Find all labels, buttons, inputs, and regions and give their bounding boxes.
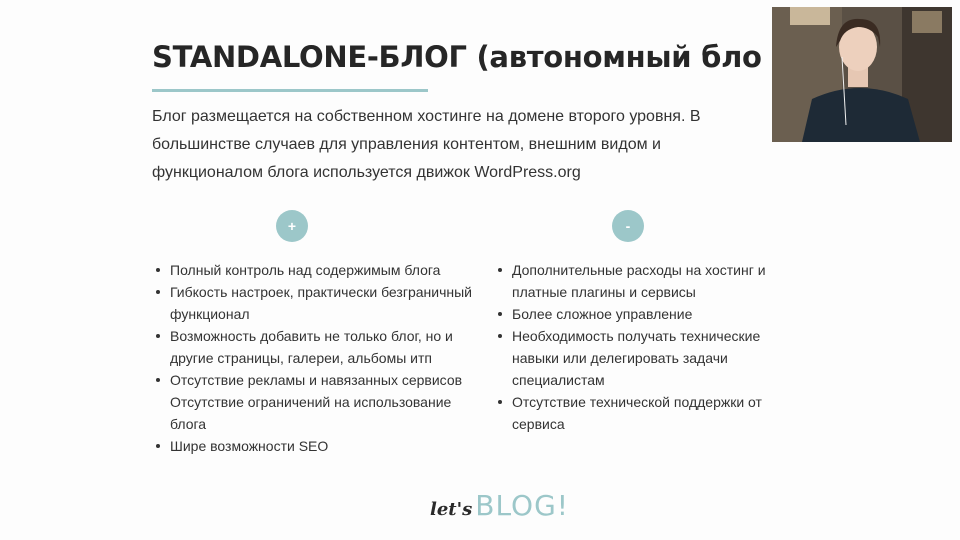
slide-title: STANDALONE-БЛОГ (автономный бло <box>152 40 762 74</box>
pros-item: Полный контроль над содержимым блога <box>152 259 472 281</box>
pros-item: Отсутствие ограничений на использование блога <box>170 394 452 432</box>
cons-item: Дополнительные расходы на хостинг и платные плагины и сервисы <box>494 259 804 303</box>
cons-item: Отсутствие технической поддержки от сервиса <box>494 391 804 435</box>
pros-list <box>152 259 472 457</box>
pros-item: Возможность добавить не только блог, но и другие страницы, галереи, альбомы итп <box>152 325 472 369</box>
cons-badge: - <box>612 210 644 242</box>
cons-list <box>494 259 804 435</box>
lets-blog-logo <box>430 489 569 525</box>
pros-item: Шире возможности SEO <box>152 435 472 457</box>
presenter-video-image <box>772 7 952 142</box>
pros-item: Гибкость настроек, практически безграничный функционал <box>152 281 472 325</box>
pros-badge: + <box>276 210 308 242</box>
slide-intro-text: Блог размещается на собственном хостинге на домене второго уровня. В большинстве случаев для управления контентом, внешним видом и функционалом блога используется движок WordPress.org <box>152 108 701 181</box>
logo-blog-text: BLOG! <box>475 489 570 522</box>
logo-lets-text: let's <box>430 499 473 520</box>
title-underline <box>152 89 428 92</box>
webcam-overlay <box>772 7 952 142</box>
cons-item: Необходимость получать технические навыки или делегировать задачи специалистам <box>494 325 804 391</box>
cons-item: Более сложное управление <box>494 303 804 325</box>
pros-item: Отсутствие рекламы и навязанных сервисов <box>152 369 472 391</box>
